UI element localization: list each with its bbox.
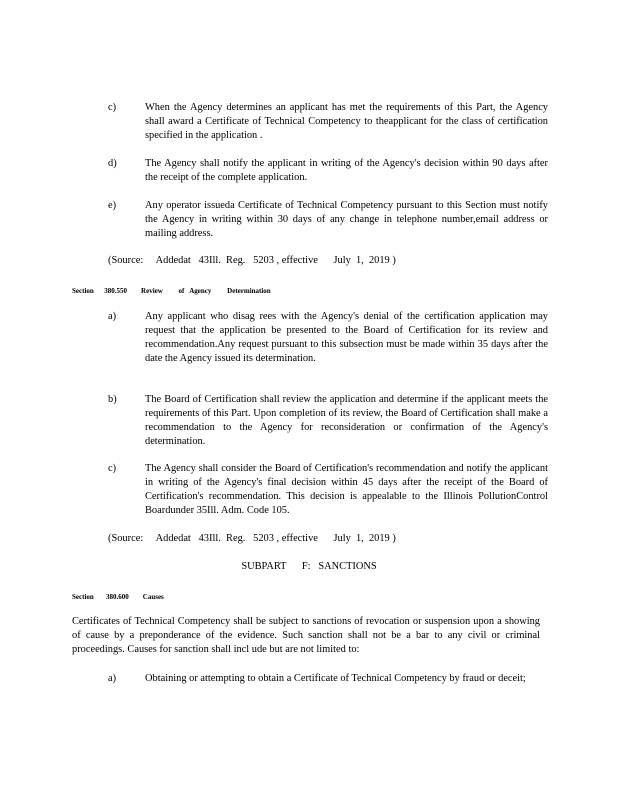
item-marker: d) [108, 158, 117, 169]
item-marker: a) [108, 673, 117, 684]
section-heading: Section 380.550 Review of Agency Determination [72, 287, 271, 295]
item-text: Any operator issueda Certificate of Technical Competency pursuant to this Section must notify the Agency in writing within 30 days of any change in telephone number,email address or mailing address. [145, 200, 548, 239]
section-paragraph: Certificates of Technical Competency shall be subject to sanctions of revocation or suspension upon a showing of cause by a preponderance of the evidence. Such sanction shall not be a bar to any civil or criminal proceedings. Causes for sanction shall incl ude but are not limited to: [72, 616, 540, 655]
item-marker: c) [108, 463, 117, 474]
source-note: (Source: Addedat 43Ill. Reg. 5203 , effective July 1, 2019 ) [108, 533, 396, 544]
item-text: Obtaining or attempting to obtain a Certificate of Technical Competency by fraud or deceit; [145, 673, 526, 684]
subpart-heading: SUBPART F: SANCTIONS [241, 561, 377, 572]
item-text: The Agency shall notify the applicant in writing of the Agency's decision within 90 days after the receipt of the complete application. [145, 158, 548, 183]
item-text: The Board of Certification shall review the application and determine if the applicant meets the requirements of this Part. Upon completion of its review, the Board of Certification shall make a recommendation to the Agency for reconsideration or confirmation of the Agency's determination. [145, 394, 548, 447]
item-marker: b) [108, 394, 117, 405]
section-heading: Section 380.600 Causes [72, 593, 164, 601]
item-marker: e) [108, 200, 117, 211]
item-marker: a) [108, 311, 117, 322]
item-text: The Agency shall consider the Board of Certification's recommendation and notify the applicant in writing of the Agency's final decision within 45 days after the receipt of the Board of Certification's recommendation. This decision is appealable to the Illinois PollutionControl Boardunder 35Ill. Adm. Code 105. [145, 463, 548, 516]
item-text: Any applicant who disag rees with the Agency's denial of the certification application may request that the application be presented to the Board of Certification for its review and recommendation.Any request pursuant to this subsection must be made within 35 days after the date the Agency issued its determination. [145, 311, 548, 364]
source-note: (Source: Addedat 43Ill. Reg. 5203 , effective July 1, 2019 ) [108, 255, 396, 266]
item-marker: c) [108, 102, 117, 113]
item-text: When the Agency determines an applicant has met the requirements of this Part, the Agency shall award a Certificate of Technical Competency to theapplicant for the class of certification specified in the application . [145, 102, 548, 141]
